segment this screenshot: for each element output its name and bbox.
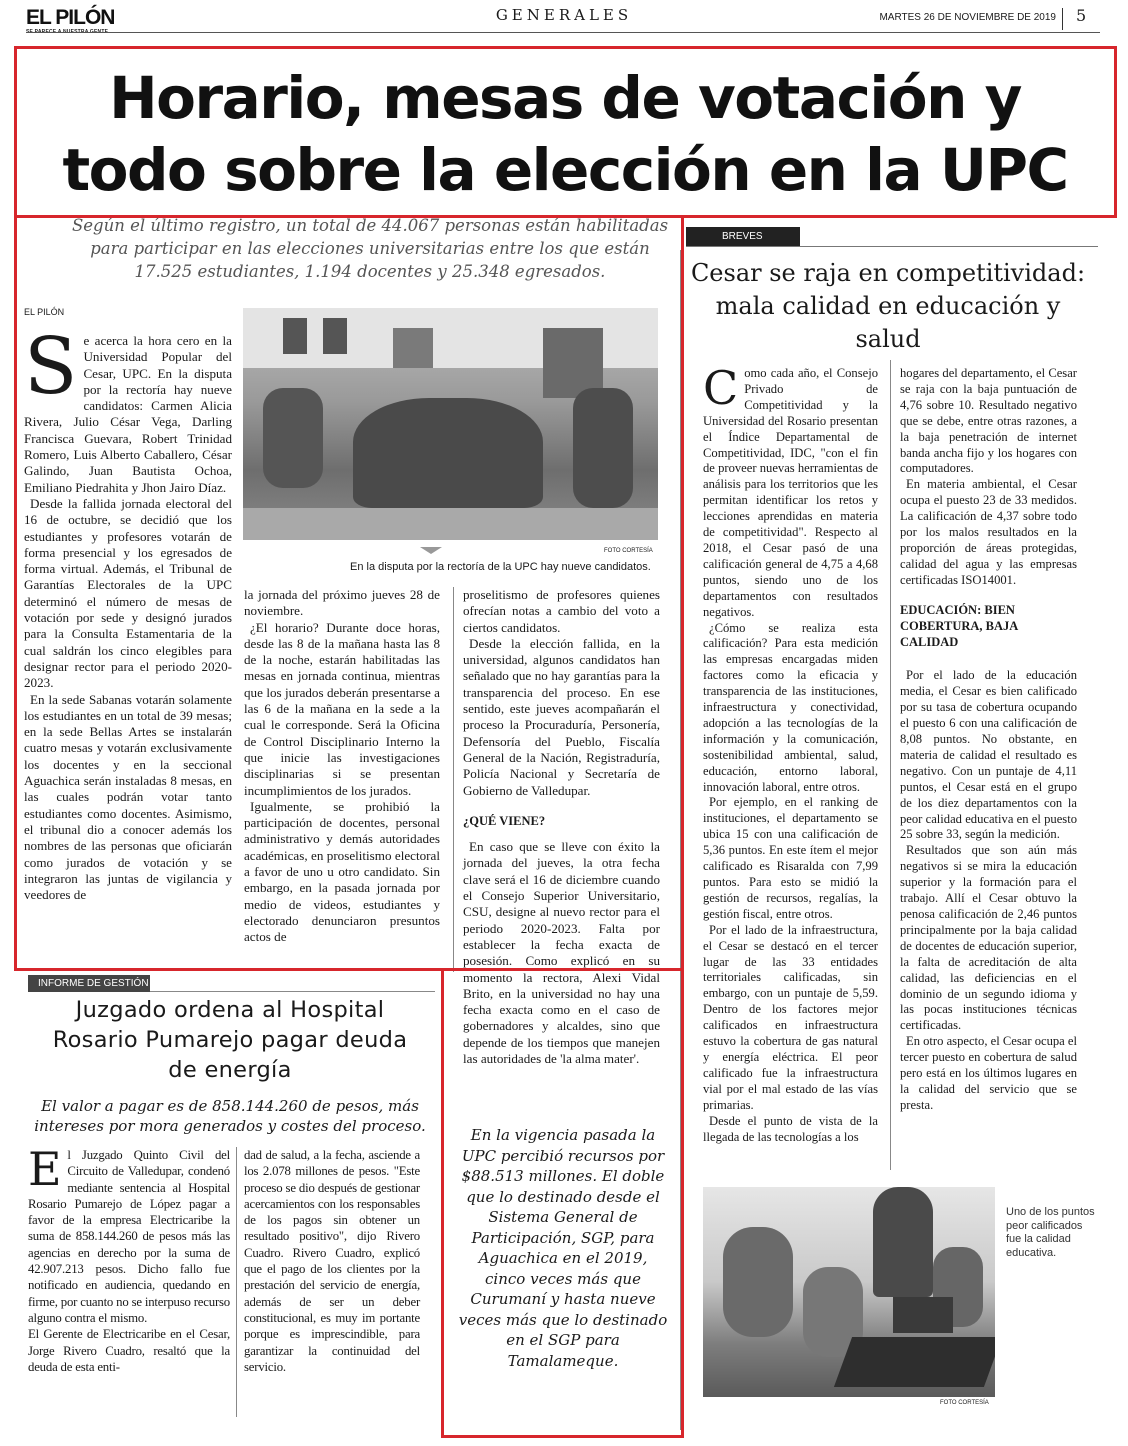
election-photo <box>243 308 658 540</box>
highlight-frame-breves <box>680 215 1117 219</box>
photo-credit: FOTO CORTESÍA <box>940 1400 989 1406</box>
paragraph: l Juzgado Quinto Civil del Circuito de Valledupar, condenó mediante sentencia al Hospital Rosario Pumarejo de López pagar a favor de la empresa Electricaribe la suma de 858.144.260 de pesos más las agencias en derecho por la suma de 42.907.213 pesos. Dicho fallo fue notificado en audiencia, quedando en firme, por cuanto no se interpuso recurso alguno contra el mismo. <box>28 1148 230 1325</box>
paragraph: e acerca la hora cero en la Universidad Popular del Cesar, UPC. En la disputa por la rectoría hay nueve candidatos: Carmen Alicia Rivera, Julio César Vega, Darling Francisca Guevara, Robert Trinidad Romero, Luis Alberto Caballero, César Galindo, Juan Bautista Ochoa, Emiliano Piedrahita y Jhon Jairo Díaz. <box>24 333 232 495</box>
breves-tag: BREVES <box>686 227 800 246</box>
paragraph: Por el lado de la educación media, el Cesar es bien calificado por su tasa de cobertura ocupando el puesto 6 con una calificación de 8,08 puntos. No obstante, en materia de calidad el resultado es negativo. Con un puntaje de 4,11 puntos, el Cesar está en el grupo de los diez departamentos con la peor calidad educativa en el puesto 25 sobre 33, según la medición. <box>900 668 1077 842</box>
breves-headline: Cesar se raja en competitividad: mala calidad en educación y salud <box>690 259 1086 353</box>
main-headline <box>26 62 1104 206</box>
issue-date: MARTES 26 DE NOVIEMBRE DE 2019 <box>879 12 1056 23</box>
main-story-column-1 <box>24 322 232 903</box>
gestion-rule <box>150 991 435 992</box>
gestion-deck: El valor a pagar es de 858.144.260 de pesos, más intereses por mora generados y costes del proceso. <box>34 1097 426 1135</box>
subhead: EDUCACIÓN: BIEN COBERTURA, BAJA CALIDAD <box>900 602 1018 649</box>
header-rule <box>26 32 1100 33</box>
paragraph: En materia ambiental, el Cesar ocupa el puesto 23 de 33 medidos. La calificación de 4,37 sobre todo por los malos resultados en la proporción de áreas protegidas, calidad del agua y las empresas certificadas ISO14001. <box>900 477 1077 587</box>
paragraph: ¿El horario? Durante doce horas, desde las 8 de la mañana hasta las 8 de la noche, estarán habilitadas las mesas en jornada continua, mientras que los jurados deberán presentarse a las 6 de la mañana en la sede a la cual le corresponde. Será la Oficina de Control Disciplinario Interno la que inicie las investigaciones disciplinarias si se presentan incumplimientos de los jurados. <box>244 619 440 798</box>
paragraph: En la sede Sabanas votarán solamente los estudiantes en un total de 39 mesas; en la sede Bellas Artes se instalarán cuatro mesas y votarán exclusivamente los docentes y en la seccional Aguachica serán instaladas 8 mesas, en las cuales podrán votar tanto estudiantes como docentes. Asimismo, el tribunal dio a conocer además los nombres de las personas que oficiarán como jurados de votación y se integraron las juntas de vigilancia y veedores de <box>24 691 232 903</box>
subhead: ¿QUÉ VIENE? <box>463 813 546 828</box>
main-story-column-3 <box>463 587 660 1067</box>
masthead-logo: EL PILÓN <box>26 6 115 29</box>
main-deck: Según el último registro, un total de 44.067 personas están habilitadas para participar en las elecciones universitarias entre los que están 17.525 estudiantes, 1.194 docentes y 25.348 egresados. <box>71 216 669 281</box>
column-divider <box>680 250 681 1430</box>
paragraph: omo cada año, el Consejo Privado de Competitividad y la Universidad del Rosario presentan el Índice Departamental de Competitividad, IDC, "con el fin de proveer nuevas herramientas de análisis para los territorios que les permitan identificar los retos y lecciones aprendidas en materia de competitividad". Respecto al 2018, el Cesar pasó de una calificación general de 4,75 a 4,68 puntos, siendo uno de los departamentos con resultados negativos. <box>703 366 878 619</box>
paragraph: la jornada del próximo jueves 28 de noviembre. <box>244 587 440 619</box>
byline: EL PILÓN <box>24 307 65 317</box>
breves-column-2 <box>900 366 1077 1114</box>
header-divider <box>1062 8 1063 30</box>
column-divider <box>453 587 454 972</box>
paragraph: Desde la fallida jornada electoral del 16 de octubre, se decidió que los estudiantes y profesores votarán de forma presencial y los egresados de forma virtual. Además, el Tribunal de Garantías Electorales de la UPC determinó el número de mesas de votación por sede y designó jurados para la Consulta Estamentaria de la cual saldrán los cinco elegibles para designar rector para el periodo 2020-2023. <box>24 495 232 691</box>
paragraph: hogares del departamento, el Cesar se raja con la baja puntuación de 4,76 sobre 10. Resultado negativo que se debe, entre otras razones, a la baja penetración de internet banda ancha fijo y los hogares con computadores. <box>900 366 1077 476</box>
gestion-column-2 <box>244 1147 420 1375</box>
page-number: 5 <box>1076 6 1087 25</box>
paragraph: dad de salud, a la fecha, asciende a los 2.078 millones de pesos. "Este proceso se dio después de gestionar acercamientos con los responsables de los pagos sin obtener un resultado positivo", dijo Rivero Cuadro. Rivero Cuadro, explicó que el pago de los clientes por la prestación del servicio de energía, además de ser un deber constitucional, es muy im portante porque es imprescindible, para garantizar la continuidad del servicio. <box>244 1148 420 1374</box>
paragraph: Desde la elección fallida, en la universidad, algunos candidatos han señalado que no hay garantías para la transparencia del proceso. En ese sentido, este jueves acompañarán el proceso la Procuraduría, Personería, Defensoría del Pueblo, Fiscalía General de la Nación, Registraduría, Policía Nacional y Secretaría de Gobierno de Valledupar. <box>463 635 660 798</box>
column-divider <box>890 360 891 1170</box>
main-headline-line1: Horario, mesas de votación y <box>109 64 1021 132</box>
paragraph: Por el lado de la infraestructura, el Cesar se destacó en el tercer lugar de las 33 entidades territoriales calificadas, sin embargo, con un puntaje de 5,59. Dentro de los factores mejor calificados en infraestructura estuvo la cobertura de gas natural y energía eléctrica. El peor calificado fue la infraestructura vial por el mal estado de las vías primarias. <box>703 922 878 1112</box>
main-headline-line2: todo sobre la elección en la UPC <box>62 136 1068 204</box>
paragraph: ¿Cómo se realiza esta calificación? Para esta medición las empresas encargadas miden factores como la eficacia y transparencia de las instituciones, infraestructura y conectividad, adopción a las tecnologías de la información y la comunicación, sostenibilidad ambiental, salud, educación, entorno laboral, innovación laboral, entre otros. <box>703 620 878 794</box>
paragraph: Resultados que son aún más negativos si se mira la educación superior y la formación para el trabajo. Allí el Cesar obtuvo la penosa calificación de 2,46 puntos principalmente por la baja calidad de docentes de educación superior, la falta de acreditación de alta calidad, las deficiencias en el dominio de un segundo idioma y las pocas instituciones técnicas certificadas. <box>900 843 1077 1033</box>
photo-credit: FOTO CORTESÍA <box>604 548 653 554</box>
column-divider <box>236 1147 237 1417</box>
paragraph: Por ejemplo, en el ranking de instituciones, el departamento se ubica 15 con una calificación de 5,36 puntos. En este ítem el mejor calificado es Risaralda con 7,99 puntos. Para esto se midió la gestión de recursos, regalías, la gestión fiscal, entre otros. <box>703 795 878 921</box>
gestion-dropcap: E <box>28 1142 62 1196</box>
main-story-dropcap: S <box>24 322 78 412</box>
gestion-column-1 <box>28 1142 230 1375</box>
caption-pointer-icon <box>420 547 442 554</box>
breves-column-1 <box>703 361 878 1145</box>
main-story-column-2 <box>244 587 440 946</box>
paragraph: proselitismo de profesores quienes ofrecían notas a cambio del voto a ciertos candidatos. <box>463 587 660 635</box>
photo-caption: En la disputa por la rectoría de la UPC hay nueve candidatos. <box>350 561 651 573</box>
breves-dropcap: C <box>703 361 739 415</box>
classroom-photo <box>703 1187 995 1397</box>
section-title: GENERALES <box>495 6 633 24</box>
pull-quote: En la vigencia pasada la UPC percibió recursos por $88.513 millones. El doble que lo destinado desde el Sistema General de Participación, SGP, para Aguachica en el 2019, cinco veces más que Curumaní y hasta nueve veces más que lo destinado en el SGP para Tamalameque. <box>458 1126 668 1370</box>
paragraph: En otro aspecto, el Cesar ocupa el tercer puesto en cobertura de salud pero está en los últimos lugares en la calidad del servicio que se presta. <box>900 1034 1077 1112</box>
photo-caption: Uno de los puntos peor calificados fue la calidad educativa. <box>1006 1206 1095 1259</box>
paragraph: El Gerente de Electricaribe en el Cesar, Jorge Rivero Cuadro, resaltó que la deuda de esta enti- <box>28 1327 230 1374</box>
gestion-tag: INFORME DE GESTIÓN <box>28 975 150 992</box>
gestion-headline: Juzgado ordena al Hospital Rosario Pumarejo pagar deuda de energía <box>52 997 408 1083</box>
paragraph: Igualmente, se prohibió la participación de docentes, personal administrativo y demás autoridades académicas, en proselitismo electoral a favor de uno u otro candidato. Sin embargo, en la pasada jornada por medio de videos, estudiantes y electorado denunciaron presuntos actos de <box>244 798 440 945</box>
paragraph: En caso que se lleve con éxito la jornada del jueves, la otra fecha clave será el 16 de diciembre cuando el Consejo Superior Universitario, CSU, designe al nuevo rector para el periodo 2020-2023. Falta por establecer la fecha exacta de posesión. Como explicó en su momento la rectora, Alexi Vidal Brito, en la universidad no hay una fecha exacta como en el caso de gobernadores y alcaldes, sino que depende de los tiempos que manejen las autoridades de 'la alma mater'. <box>463 839 660 1067</box>
breves-rule <box>686 246 1098 247</box>
paragraph: Desde el punto de vista de la llegada de las tecnologías a los <box>703 1113 878 1144</box>
